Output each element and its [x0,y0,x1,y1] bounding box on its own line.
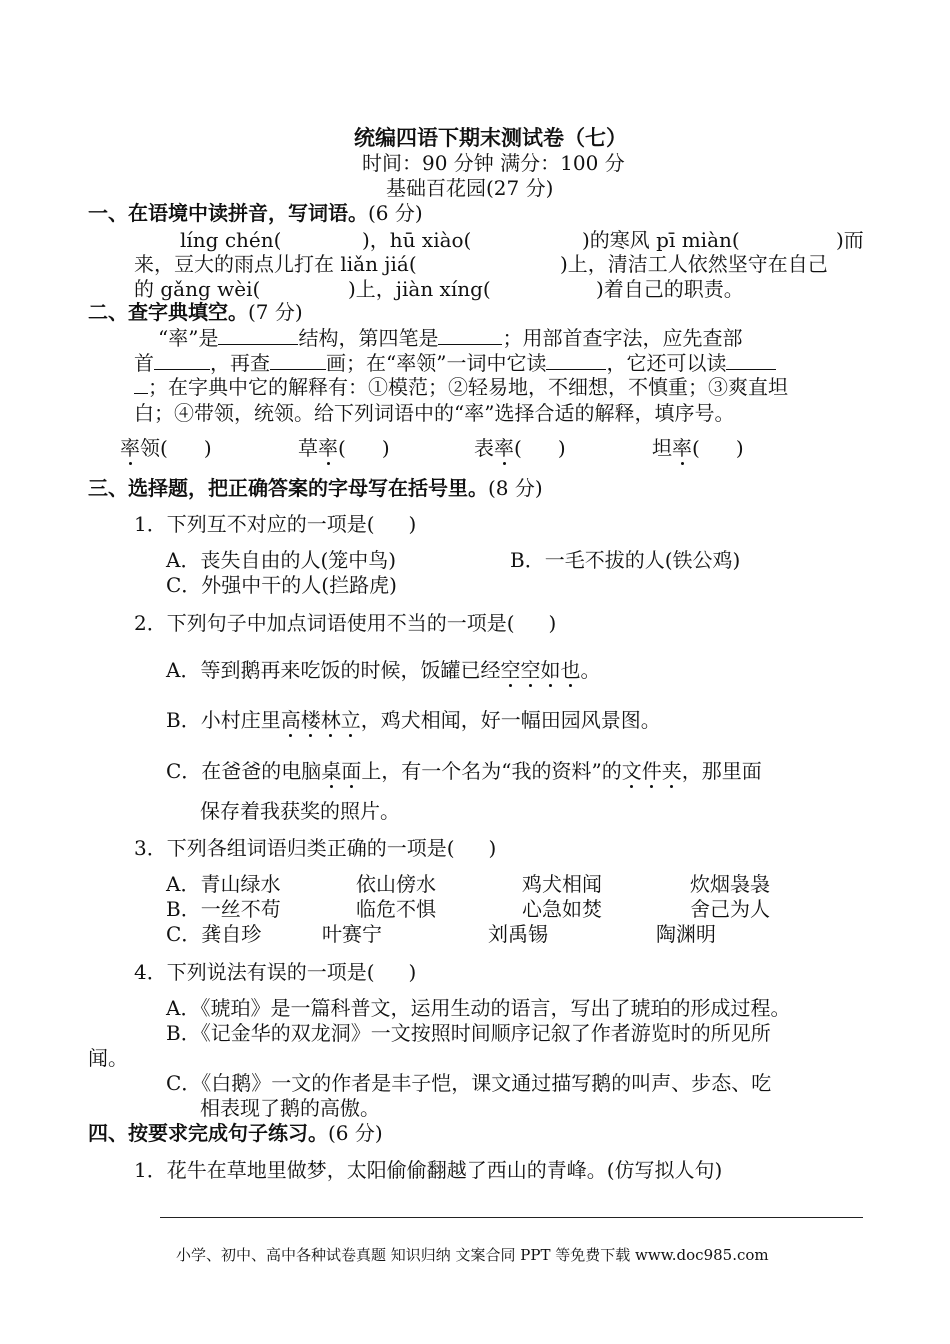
q3-s3-a1: A．青山绿水 [166,872,281,896]
q1-line-3c: )着自己的职责。 [596,277,744,301]
q1-line-1d: )而 [836,228,864,252]
q3-s3-b2: 临危不惧 [356,897,436,921]
q3-s1-c: C．外强中干的人(拦路虎) [166,573,397,597]
q1-line-1c: )的寒风 pī miàn( [582,228,740,252]
q3-s2-b: B．小村庄里高楼林立，鸡犬相闻，好一幅田园风景图。 [166,708,661,732]
q3-s3-b1: B．一丝不苟 [166,897,281,921]
blank-pronunciation-2-cont[interactable] [134,377,148,394]
q3-s4-c: C．《白鹅》一文的作者是丰子恺，课文通过描写鹅的叫声、步态、吃 [166,1071,772,1095]
answer-line[interactable] [160,1217,863,1218]
q3-s4-c2: 相表现了鹅的高傲。 [200,1096,380,1120]
q1-line-1: líng chén( [180,228,282,252]
q2-line-4: 白；④带领，统领。给下列词语中的“率”选择合适的解释，填序号。 [134,401,735,425]
q2-line-1: “率”是 结构，第四笔是 ；用部首查字法，应先查部 [158,326,743,350]
q3-s3: 3．下列各组词语归类正确的一项是( ) [134,836,497,860]
emphasis-char: 立 [340,708,361,732]
q2-word-2: 草率( ) [298,436,390,460]
q2-line-2: 首 ，再查 画；在“率领”一词中它读 ，它还可以读 [134,353,776,373]
q2-word-4: 坦率( ) [652,436,744,460]
q3-s4-a: A．《琥珀》是一篇科普文，运用生动的语言，写出了琥珀的形成过程。 [166,996,791,1020]
q4-s1: 1．花牛在草地里做梦，太阳偷偷翻越了西山的青峰。(仿写拟人句) [134,1158,723,1182]
q1-line-3: 的 gǎng wèi( [134,277,261,301]
q3-s3-b4: 舍己为人 [690,897,770,921]
q3-s4-b2: 闻。 [88,1046,128,1070]
q3-s3-a2: 依山傍水 [356,872,436,896]
q1-line-2b: )上，清洁工人依然坚守在自己 [560,252,828,276]
q3-s2-a: A．等到鹅再来吃饭的时候，饭罐已经空空如也。 [166,658,601,682]
q2-word-1: 率领( ) [120,436,212,460]
q1-heading: 一、在语境中读拼音，写词语。(6 分) [88,201,423,225]
dotted-phrase [281,708,361,732]
emphasis-char: 夹 [661,759,682,783]
q3-s1: 1．下列互不对应的一项是( ) [134,512,417,536]
emphasis-char: 也 [560,658,581,682]
blank-strokes[interactable] [270,353,326,370]
q3-s3-a3: 鸡犬相闻 [522,872,602,896]
blank-pronunciation-1[interactable] [546,353,606,370]
emphasis-char: 文 [621,759,642,783]
q3-heading: 三、选择题，把正确答案的字母写在括号里。(8 分) [88,476,543,500]
blank-structure[interactable] [218,328,298,345]
q1-line-3b: )上，jiàn xíng( [348,277,491,301]
emphasis-char: 件 [641,759,662,783]
emphasis-char: 楼 [300,708,321,732]
q3-s3-c2: 叶赛宁 [322,922,382,946]
q3-s2-c2: 保存着我获奖的照片。 [200,799,400,823]
blank-fourth-stroke[interactable] [438,328,502,345]
q3-s3-c1: C．龚自珍 [166,922,262,946]
q3-s2: 2．下列句子中加点词语使用不当的一项是( ) [134,611,557,635]
q1-line-1b: )，hū xiào( [362,228,472,252]
emphasis-char: 如 [540,658,561,682]
emphasis-char: 空 [500,658,521,682]
q3-s2-c: C．在爸爸的电脑桌面上，有一个名为“我的资料”的文件夹，那里面 [166,759,762,783]
q3-s3-a4: 炊烟袅袅 [690,872,770,896]
q1-line-2: 来，豆大的雨点儿打在 liǎn jiá( [134,252,417,276]
q3-s1-b: B．一毛不拔的人(铁公鸡) [510,548,741,572]
blank-pronunciation-2[interactable] [726,353,776,370]
q3-s3-c4: 陶渊明 [656,922,716,946]
emphasis-char: 面 [341,759,362,783]
time-score: 时间：90 分钟 满分：100 分 [362,151,625,175]
emphasis-char: 桌 [321,759,342,783]
q3-s1-a: A．丧失自由的人(笼中鸟) [166,548,397,572]
q2-heading: 二、查字典填空。(7 分) [88,300,303,324]
emphasis-char: 林 [320,708,341,732]
q3-s4-b: B．《记金华的双龙洞》一文按照时间顺序记叙了作者游览时的所见所 [166,1021,771,1045]
emphasis-char: 空 [520,658,541,682]
footer-text: 小学、初中、高中各种试卷真题 知识归纳 文案合同 PPT 等免费下载 www.doc985.com [176,1246,769,1264]
q2-word-3: 表率( ) [474,436,566,460]
dotted-phrase [500,658,580,682]
dotted-phrase [321,759,361,783]
q3-s4: 4．下列说法有误的一项是( ) [134,960,417,984]
page-title: 统编四语下期末测试卷（七） [354,125,627,150]
q4-heading: 四、按要求完成句子练习。(6 分) [88,1121,383,1145]
dotted-phrase [622,759,682,783]
q3-s3-c3: 刘禹锡 [488,922,548,946]
q3-s3-b3: 心急如焚 [522,897,602,921]
q2-line-3: ；在字典中它的解释有：①模范；②轻易地，不细想，不慎重；③爽直坦 [134,377,788,397]
blank-radical[interactable] [154,353,210,370]
emphasis-char: 高 [280,708,301,732]
part-title: 基础百花园(27 分) [386,176,554,200]
